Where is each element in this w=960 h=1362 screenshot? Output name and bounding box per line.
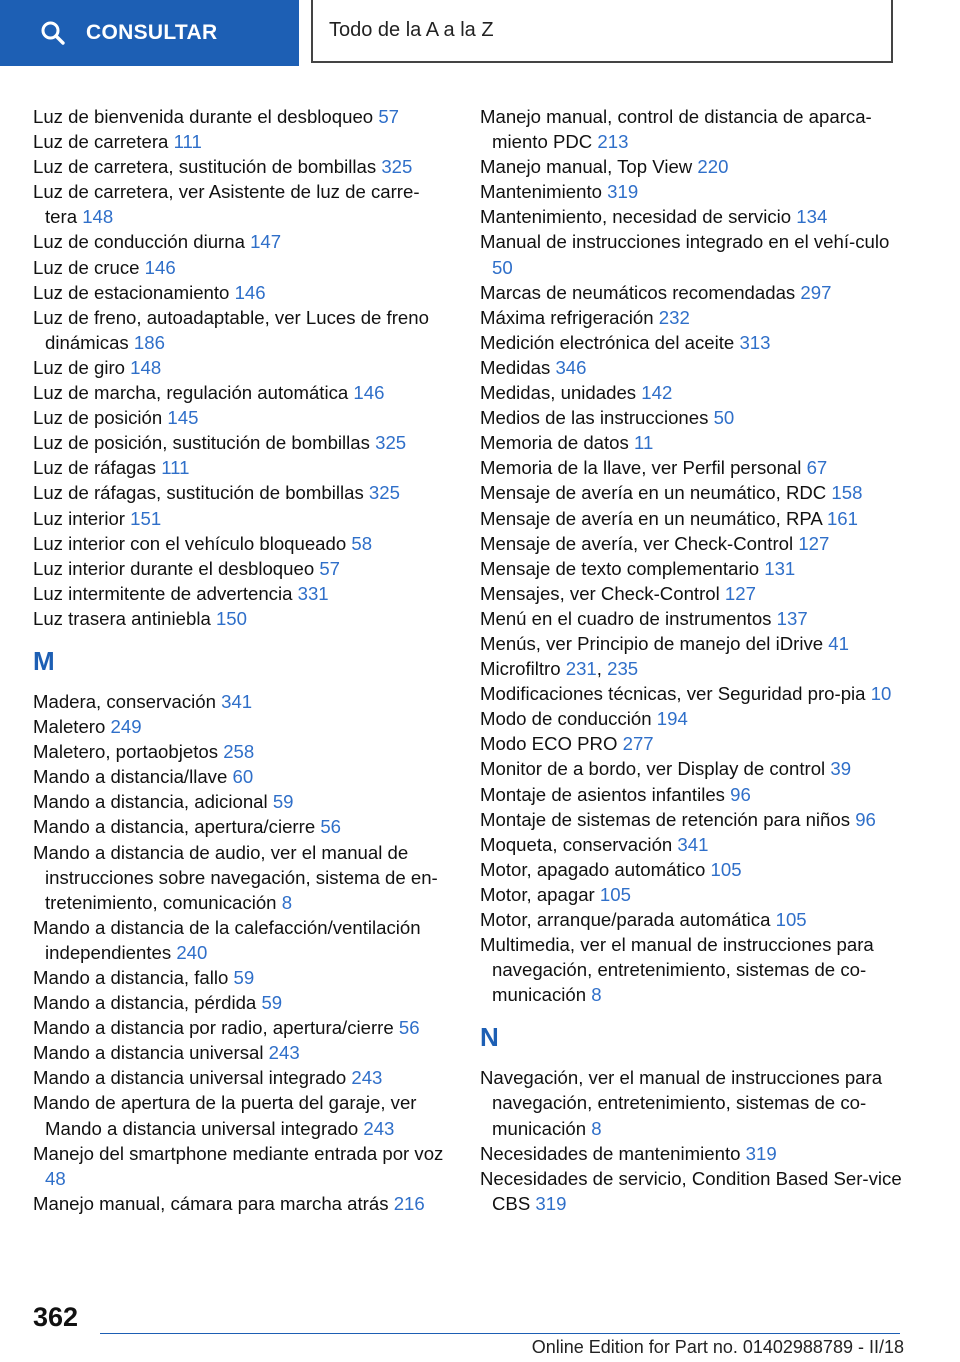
index-entry xyxy=(33,1015,445,1040)
index-entry-text: Montaje de asientos infantiles xyxy=(480,783,725,805)
index-entry-text: Mando a distancia universal integrado xyxy=(33,1067,347,1089)
index-entry xyxy=(33,229,445,254)
index-entry-text: Montaje de sistemas de retención para niños xyxy=(480,808,851,830)
header xyxy=(0,0,960,66)
page-link[interactable]: 58 xyxy=(351,532,373,554)
index-entry xyxy=(480,581,910,606)
section-title: Todo de la A a la Z xyxy=(329,19,494,41)
page-link[interactable]: 158 xyxy=(831,482,863,504)
index-entry xyxy=(33,606,445,631)
page-link[interactable]: 96 xyxy=(855,808,876,830)
page-link[interactable]: 235 xyxy=(607,658,639,680)
index-entry-text: Mantenimiento, necesidad de servicio xyxy=(480,206,792,228)
page-link[interactable]: 146 xyxy=(234,281,266,303)
index-entry-text: Manejo del smartphone mediante entrada por voz xyxy=(33,1142,444,1164)
index-entry xyxy=(480,380,910,405)
index-entry xyxy=(33,305,445,355)
page-link[interactable]: 67 xyxy=(806,457,828,479)
index-entry xyxy=(33,1090,445,1140)
page-link[interactable]: 243 xyxy=(268,1042,300,1064)
index-entry xyxy=(480,455,910,480)
index-entry xyxy=(480,882,910,907)
index-entry-text: Necesidades de mantenimiento xyxy=(480,1142,741,1164)
page-link[interactable]: 105 xyxy=(775,909,807,930)
page-link[interactable]: 134 xyxy=(796,206,828,228)
index-entry-text: Motor, apagado automático xyxy=(480,858,706,880)
index-entry xyxy=(480,706,910,731)
index-entry-text: Modificaciones técnicas, ver Seguridad pro‐pia xyxy=(480,683,866,705)
index-entry xyxy=(480,556,910,581)
page-link[interactable]: 258 xyxy=(223,741,255,763)
page-link[interactable]: 57 xyxy=(319,557,341,579)
page-link[interactable]: 10 xyxy=(870,683,892,705)
index-entry xyxy=(480,154,910,179)
index-entry-text: Mando a distancia, pérdida xyxy=(33,992,257,1014)
index-entry-text: Modo de conducción xyxy=(480,708,652,730)
index-entry-text: Luz de cruce xyxy=(33,256,140,278)
page-link[interactable]: 240 xyxy=(176,941,208,963)
index-entry xyxy=(33,380,445,405)
index-entry xyxy=(480,430,910,455)
index-entry xyxy=(33,581,445,606)
index-entry-text: Medios de las instrucciones xyxy=(480,407,709,429)
index-entry xyxy=(33,1191,445,1216)
index-entry xyxy=(480,731,910,756)
index-entry-text: Motor, apagar xyxy=(480,883,595,905)
index-entry xyxy=(480,405,910,430)
index-entry xyxy=(33,405,445,430)
index-entry-text: Luz de carretera xyxy=(33,131,169,153)
page-link[interactable]: 297 xyxy=(800,281,832,303)
index-entry-text: Mando a distancia/llave xyxy=(33,766,228,788)
page-link[interactable]: 127 xyxy=(798,532,830,554)
page-link[interactable]: 331 xyxy=(297,582,329,604)
index-entry-text: Marcas de neumáticos recomendadas xyxy=(480,281,796,303)
page-link[interactable]: 148 xyxy=(130,356,162,378)
index-entry xyxy=(480,832,910,857)
index-entry-text: Mando a distancia por radio, apertura/cierre xyxy=(33,1017,394,1039)
page-link[interactable]: 142 xyxy=(641,382,673,404)
index-entry xyxy=(33,455,445,480)
index-entry xyxy=(480,807,910,832)
page-link[interactable]: 60 xyxy=(232,766,254,788)
index-entry-text: Monitor de a bordo, ver Display de control xyxy=(480,758,826,780)
page-link[interactable]: 213 xyxy=(597,131,629,153)
page-link[interactable]: 325 xyxy=(381,156,413,178)
page-link[interactable]: 325 xyxy=(375,432,407,454)
index-entry-text: Maletero xyxy=(33,716,106,738)
page-link[interactable]: 111 xyxy=(161,457,190,479)
index-entry-text: Luz de ráfagas xyxy=(33,457,157,479)
consult-button[interactable] xyxy=(0,0,299,66)
index-entry xyxy=(480,280,910,305)
index-entry xyxy=(33,255,445,280)
index-entry-text: Microfiltro xyxy=(480,658,561,680)
index-entry xyxy=(33,739,445,764)
page-link[interactable]: 194 xyxy=(656,708,688,730)
index-entry xyxy=(33,1040,445,1065)
index-entry-text: Luz de giro xyxy=(33,356,125,378)
index-entry xyxy=(33,840,445,915)
index-entry-text: Luz de estacionamiento xyxy=(33,281,230,303)
index-entry-text: Luz de marcha, regulación automática xyxy=(33,382,349,404)
index-entry xyxy=(480,355,910,380)
index-entry xyxy=(33,280,445,305)
index-entry xyxy=(480,681,910,706)
index-entry-text: Mando a distancia, fallo xyxy=(33,967,229,988)
page-link[interactable]: 148 xyxy=(82,206,114,228)
index-entry xyxy=(480,932,910,1007)
page-link[interactable]: 319 xyxy=(745,1142,777,1164)
search-icon xyxy=(40,20,66,46)
index-entry-text: Manejo manual, cámara para marcha atrás xyxy=(33,1192,389,1214)
index-entry-text: Mando de apertura de la puerta del garaje, ver Mando a distancia universal integrado xyxy=(33,1092,417,1139)
index-entry xyxy=(480,631,910,656)
page-link[interactable]: 57 xyxy=(378,106,399,127)
page-link[interactable]: 232 xyxy=(658,306,690,328)
page-link[interactable]: 277 xyxy=(622,733,654,755)
page-link[interactable]: 145 xyxy=(167,407,199,429)
page-link[interactable]: 147 xyxy=(250,231,282,253)
page-link[interactable]: 56 xyxy=(398,1017,420,1039)
page-link[interactable]: 161 xyxy=(826,507,858,529)
page-link[interactable]: 151 xyxy=(130,507,162,529)
index-entry xyxy=(480,1141,910,1166)
index-entry-text: Maletero, portaobjetos xyxy=(33,741,219,763)
page-link[interactable]: 111 xyxy=(173,131,202,153)
index-entry-text: Menú en el cuadro de instrumentos xyxy=(480,607,772,629)
page-link[interactable]: 105 xyxy=(710,858,742,880)
index-column-left xyxy=(33,104,445,1216)
index-entry-text: Mando a distancia de la calefacción/ventilación independientes xyxy=(33,916,421,963)
index-entry xyxy=(480,782,910,807)
index-entry-text: Luz de carretera, ver Asistente de luz de carre‐tera xyxy=(33,181,420,228)
index-entry xyxy=(480,330,910,355)
index-entry-text: Memoria de la llave, ver Perfil personal xyxy=(480,457,802,479)
index-entry-text: Navegación, ver el manual de instrucciones para navegación, entretenimiento, sistemas de co‐municación xyxy=(480,1067,883,1139)
index-entry-text: Mensaje de avería en un neumático, RPA xyxy=(480,507,822,529)
page-link[interactable]: 146 xyxy=(353,382,385,404)
page-link[interactable]: 243 xyxy=(363,1117,395,1139)
page-link[interactable]: 50 xyxy=(492,256,513,278)
index-entry-text: Necesidades de servicio, Condition Based Ser‐vice CBS xyxy=(480,1167,902,1214)
page-link[interactable]: 346 xyxy=(555,356,587,378)
page-link[interactable]: 59 xyxy=(233,967,255,988)
page-link[interactable]: 249 xyxy=(110,716,142,738)
index-entry xyxy=(480,1166,910,1216)
index-entry xyxy=(33,990,445,1015)
index-entry xyxy=(33,814,445,839)
index-entry xyxy=(33,129,445,154)
index-entry xyxy=(33,104,445,129)
index-entry-text: Luz de bienvenida durante el desbloqueo xyxy=(33,106,374,127)
index-column-right xyxy=(480,104,910,1216)
index-entry-text: Luz interior durante el desbloqueo xyxy=(33,557,315,579)
page-link[interactable]: 56 xyxy=(320,816,342,838)
page-link[interactable]: 243 xyxy=(351,1067,383,1089)
index-entry xyxy=(480,606,910,631)
index-entry-text: Máxima refrigeración xyxy=(480,306,654,328)
index-entry xyxy=(480,204,910,229)
index-entry-text: Memoria de datos xyxy=(480,432,629,454)
page-link[interactable]: 137 xyxy=(776,607,808,629)
page-link[interactable]: 96 xyxy=(730,783,751,805)
section-letter: M xyxy=(33,645,55,676)
index-entry xyxy=(33,1065,445,1090)
page-link[interactable]: 146 xyxy=(144,256,176,278)
page-link[interactable]: 186 xyxy=(133,331,165,353)
page-link[interactable]: 39 xyxy=(830,758,852,780)
page-link[interactable]: 59 xyxy=(261,992,283,1014)
page-link[interactable]: 8 xyxy=(591,1117,602,1139)
page-link[interactable]: 216 xyxy=(393,1192,425,1214)
index-entry xyxy=(33,1141,445,1191)
index-entry-text: Luz interior con el vehículo bloqueado xyxy=(33,532,347,554)
index-entry-text: Mando a distancia de audio, ver el manual de instrucciones sobre navegación, sistema de en‐tretenimiento, comunicación xyxy=(33,841,438,913)
index-entry-text: Mando a distancia universal xyxy=(33,1042,264,1064)
page-number: 362 xyxy=(33,1302,79,1332)
index-entry-text: Manual de instrucciones integrado en el vehí‐culo xyxy=(480,231,890,253)
index-entry-text: Multimedia, ver el manual de instrucciones para navegación, entretenimiento, sistemas de co‐municación xyxy=(480,934,874,1006)
index-entry-text: Medición electrónica del aceite xyxy=(480,331,735,353)
index-entry-text: Menús, ver Principio de manejo del iDrive xyxy=(480,632,824,654)
section-letter: N xyxy=(480,1022,499,1053)
index-entry-text: Moqueta, conservación xyxy=(480,833,673,855)
page-link[interactable]: 41 xyxy=(828,632,849,654)
index-entry-text: Mantenimiento xyxy=(480,181,602,203)
page-link[interactable]: 105 xyxy=(599,883,631,905)
index-entry xyxy=(33,154,445,179)
page-link[interactable]: 341 xyxy=(221,690,253,712)
page-link[interactable]: 48 xyxy=(45,1167,66,1189)
index-entry-text: Luz de carretera, sustitución de bombillas xyxy=(33,156,377,178)
index-entry xyxy=(480,480,910,505)
page-link[interactable]: 131 xyxy=(764,557,796,579)
page-link[interactable]: 59 xyxy=(272,791,294,813)
index-entry: Microfiltro 231, 235 xyxy=(480,658,639,680)
page-link[interactable]: 341 xyxy=(677,833,709,855)
index-entry-text: Luz de conducción diurna xyxy=(33,231,245,253)
page-link[interactable]: 231 xyxy=(565,658,597,680)
page-link[interactable]: 11 xyxy=(634,432,654,454)
index-entry xyxy=(480,229,910,279)
index-entry-text: Mensaje de avería en un neumático, RDC xyxy=(480,482,827,504)
consult-label: CONSULTAR xyxy=(86,21,218,44)
index-entry-text: Mando a distancia, adicional xyxy=(33,791,268,813)
index-entry-text: Mensajes, ver Check-Control xyxy=(480,582,720,604)
index-entry-text: Mando a distancia, apertura/cierre xyxy=(33,816,316,838)
index-entry xyxy=(33,915,445,965)
index-entry xyxy=(480,179,910,204)
index-entry xyxy=(33,965,445,990)
page-link[interactable]: 325 xyxy=(368,482,400,504)
index-entry-text: Mensaje de texto complementario xyxy=(480,557,760,579)
index-entry-text: Luz interior xyxy=(33,507,125,529)
index-entry xyxy=(33,480,445,505)
index-entry-text: Medidas, unidades xyxy=(480,382,637,404)
page-link[interactable]: 319 xyxy=(535,1192,567,1214)
index-entry xyxy=(33,430,445,455)
page-link[interactable]: 50 xyxy=(713,407,735,429)
index-entry-text: Luz intermitente de advertencia xyxy=(33,582,293,604)
index-entry-text: Luz de posición, sustitución de bombillas xyxy=(33,432,370,454)
page-link[interactable]: 220 xyxy=(697,156,729,178)
page-link[interactable]: 8 xyxy=(591,984,602,1006)
index-entry xyxy=(480,531,910,556)
index-entry-text: Mensaje de avería, ver Check-Control xyxy=(480,532,794,554)
index-entry xyxy=(33,714,445,739)
index-entry xyxy=(33,764,445,789)
index-entry xyxy=(33,689,445,714)
index-entry xyxy=(480,756,910,781)
index-entry xyxy=(33,556,445,581)
index-entry xyxy=(33,789,445,814)
page-link[interactable]: 8 xyxy=(281,891,293,913)
index-entry xyxy=(480,1065,910,1140)
index-entry-text: Luz trasera antiniebla xyxy=(33,607,211,629)
index-entry xyxy=(480,907,910,932)
page-link[interactable]: 127 xyxy=(724,582,756,604)
index-entry xyxy=(480,857,910,882)
index-entry-text: Madera, conservación xyxy=(33,690,216,712)
index-entry xyxy=(480,305,910,330)
index-entry-text: Medidas xyxy=(480,356,551,378)
page-link[interactable]: 150 xyxy=(215,607,247,629)
index-entry-text: Luz de ráfagas, sustitución de bombillas xyxy=(33,482,364,504)
page-link[interactable]: 319 xyxy=(607,181,639,203)
index-entry xyxy=(33,506,445,531)
footer-divider xyxy=(100,1333,900,1334)
index-entry-text: Manejo manual, Top View xyxy=(480,156,693,178)
index-entry-text: Luz de freno, autoadaptable, ver Luces de freno dinámicas xyxy=(33,306,429,353)
page-link[interactable]: 313 xyxy=(739,331,771,353)
index-entry xyxy=(33,355,445,380)
index-entry-text: Manejo manual, control de distancia de aparca‐miento PDC xyxy=(480,106,872,153)
index-entry xyxy=(33,179,445,229)
index-entry xyxy=(33,531,445,556)
index-entry-text: Luz de posición xyxy=(33,407,163,429)
edition-text: Online Edition for Part no. 01402988789 - II/18 xyxy=(531,1337,904,1357)
index-entry xyxy=(480,104,910,154)
section-title-box xyxy=(311,0,893,63)
index-entry-text: Modo ECO PRO xyxy=(480,733,618,755)
index-entry-text: Motor, arranque/parada automática xyxy=(480,909,771,930)
index-entry xyxy=(480,506,910,531)
